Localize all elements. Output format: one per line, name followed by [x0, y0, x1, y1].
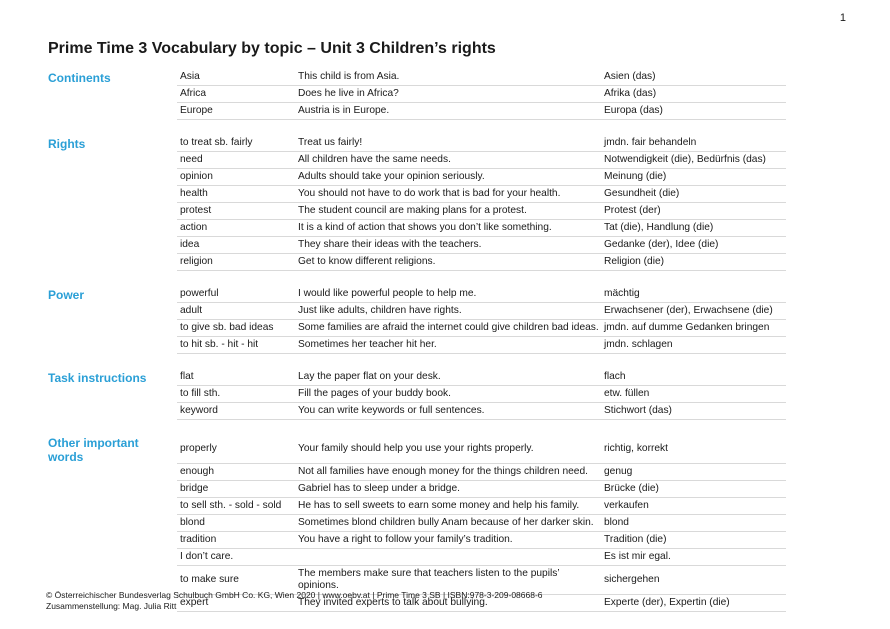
- example-sentence: They share their ideas with the teachers.: [295, 237, 601, 254]
- category-label: Continents: [48, 70, 111, 85]
- german-translation: Experte (der), Expertin (die): [601, 595, 786, 612]
- example-sentence: He has to sell sweets to earn some money and help his family.: [295, 498, 601, 515]
- example-sentence: Does he live in Africa?: [295, 86, 601, 103]
- example-sentence: Sometimes her teacher hit her.: [295, 337, 601, 354]
- english-word: bridge: [177, 481, 295, 498]
- german-translation: Gesundheit (die): [601, 186, 786, 203]
- german-translation: Es ist mir egal.: [601, 549, 786, 566]
- example-sentence: I would like powerful people to help me.: [295, 286, 601, 303]
- example-sentence: [295, 549, 601, 565]
- example-sentence: Austria is in Europe.: [295, 103, 601, 120]
- vocabulary-table: [46, 69, 786, 612]
- english-word: tradition: [177, 532, 295, 549]
- section-other-important-words: [46, 435, 786, 612]
- english-word: flat: [177, 369, 295, 386]
- english-word: Europe: [177, 103, 295, 120]
- english-word: health: [177, 186, 295, 203]
- english-word: to give sb. bad ideas: [177, 320, 295, 337]
- section-continents: [46, 69, 786, 120]
- section-rights: [46, 135, 786, 271]
- english-word: keyword: [177, 403, 295, 420]
- category-label: Other important words: [48, 435, 139, 464]
- example-sentence: The members make sure that teachers listen to the pupils’ opinions.: [295, 566, 601, 595]
- english-word: action: [177, 220, 295, 237]
- section-task-instructions: [46, 369, 786, 420]
- example-sentence: Your family should help you use your rights properly.: [295, 435, 601, 464]
- english-word: properly: [177, 435, 295, 464]
- english-word: Africa: [177, 86, 295, 103]
- english-word: powerful: [177, 286, 295, 303]
- example-sentence: You have a right to follow your family’s tradition.: [295, 532, 601, 549]
- german-translation: mächtig: [601, 286, 786, 303]
- german-translation: Erwachsener (der), Erwachsene (die): [601, 303, 786, 320]
- english-word: to sell sth. - sold - sold: [177, 498, 295, 515]
- english-word: idea: [177, 237, 295, 254]
- example-sentence: Lay the paper flat on your desk.: [295, 369, 601, 386]
- english-word: to treat sb. fairly: [177, 135, 295, 152]
- english-word: expert: [177, 595, 295, 612]
- english-word: Asia: [177, 69, 295, 86]
- example-sentence: They invited experts to talk about bullying.: [295, 595, 601, 612]
- german-translation: richtig, korrekt: [601, 435, 786, 464]
- example-sentence: All children have the same needs.: [295, 152, 601, 169]
- german-translation: Tat (die), Handlung (die): [601, 220, 786, 237]
- example-sentence: Not all families have enough money for the things children need.: [295, 464, 601, 481]
- german-translation: Stichwort (das): [601, 403, 786, 420]
- english-word: to fill sth.: [177, 386, 295, 403]
- copyright-line: © Österreichischer Bundesverlag Schulbuch GmbH Co. KG, Wien 2020 | www.oebv.at | Prime Time 3 SB | ISBN:978-3-209-08668-6: [46, 590, 543, 600]
- example-sentence: Adults should take your opinion seriously.: [295, 169, 601, 186]
- example-sentence: It is a kind of action that shows you don’t like something.: [295, 220, 601, 237]
- german-translation: flach: [601, 369, 786, 386]
- german-translation: Tradition (die): [601, 532, 786, 549]
- german-translation: Religion (die): [601, 254, 786, 271]
- english-word: adult: [177, 303, 295, 320]
- example-sentence: Get to know different religions.: [295, 254, 601, 271]
- category-label: Task instructions: [48, 370, 147, 385]
- german-translation: Europa (das): [601, 103, 786, 120]
- example-sentence: Treat us fairly!: [295, 135, 601, 152]
- english-word: I don’t care.: [177, 549, 295, 566]
- english-word: need: [177, 152, 295, 169]
- german-translation: jmdn. auf dumme Gedanken bringen: [601, 320, 786, 337]
- page-title: Prime Time 3 Vocabulary by topic – Unit 3 Children’s rights: [48, 40, 496, 57]
- compiler-line: Zusammenstellung: Mag. Julia Ritt: [46, 601, 177, 611]
- english-word: to hit sb. - hit - hit: [177, 337, 295, 354]
- german-translation: Asien (das): [601, 69, 786, 86]
- german-translation: blond: [601, 515, 786, 532]
- german-translation: jmdn. fair behandeln: [601, 135, 786, 152]
- category-label: Power: [48, 287, 85, 302]
- example-sentence: Sometimes blond children bully Anam because of her darker skin.: [295, 515, 601, 532]
- german-translation: Meinung (die): [601, 169, 786, 186]
- footer: [46, 590, 543, 612]
- german-translation: Afrika (das): [601, 86, 786, 103]
- german-translation: Protest (der): [601, 203, 786, 220]
- german-translation: Notwendigkeit (die), Bedürfnis (das): [601, 152, 786, 169]
- example-sentence: Fill the pages of your buddy book.: [295, 386, 601, 403]
- example-sentence: You can write keywords or full sentences.: [295, 403, 601, 420]
- english-word: enough: [177, 464, 295, 481]
- german-translation: jmdn. schlagen: [601, 337, 786, 354]
- english-word: blond: [177, 515, 295, 532]
- german-translation: sichergehen: [601, 566, 786, 595]
- page-number: 1: [839, 12, 846, 24]
- category-label: Rights: [48, 136, 86, 151]
- english-word: opinion: [177, 169, 295, 186]
- example-sentence: Gabriel has to sleep under a bridge.: [295, 481, 601, 498]
- german-translation: Gedanke (der), Idee (die): [601, 237, 786, 254]
- section-power: [46, 286, 786, 354]
- english-word: to make sure: [177, 566, 295, 595]
- example-sentence: Just like adults, children have rights.: [295, 303, 601, 320]
- example-sentence: Some families are afraid the internet could give children bad ideas.: [295, 320, 601, 337]
- german-translation: Brücke (die): [601, 481, 786, 498]
- german-translation: genug: [601, 464, 786, 481]
- german-translation: etw. füllen: [601, 386, 786, 403]
- english-word: protest: [177, 203, 295, 220]
- english-word: religion: [177, 254, 295, 271]
- example-sentence: This child is from Asia.: [295, 69, 601, 86]
- german-translation: verkaufen: [601, 498, 786, 515]
- example-sentence: The student council are making plans for a protest.: [295, 203, 601, 220]
- example-sentence: You should not have to do work that is bad for your health.: [295, 186, 601, 203]
